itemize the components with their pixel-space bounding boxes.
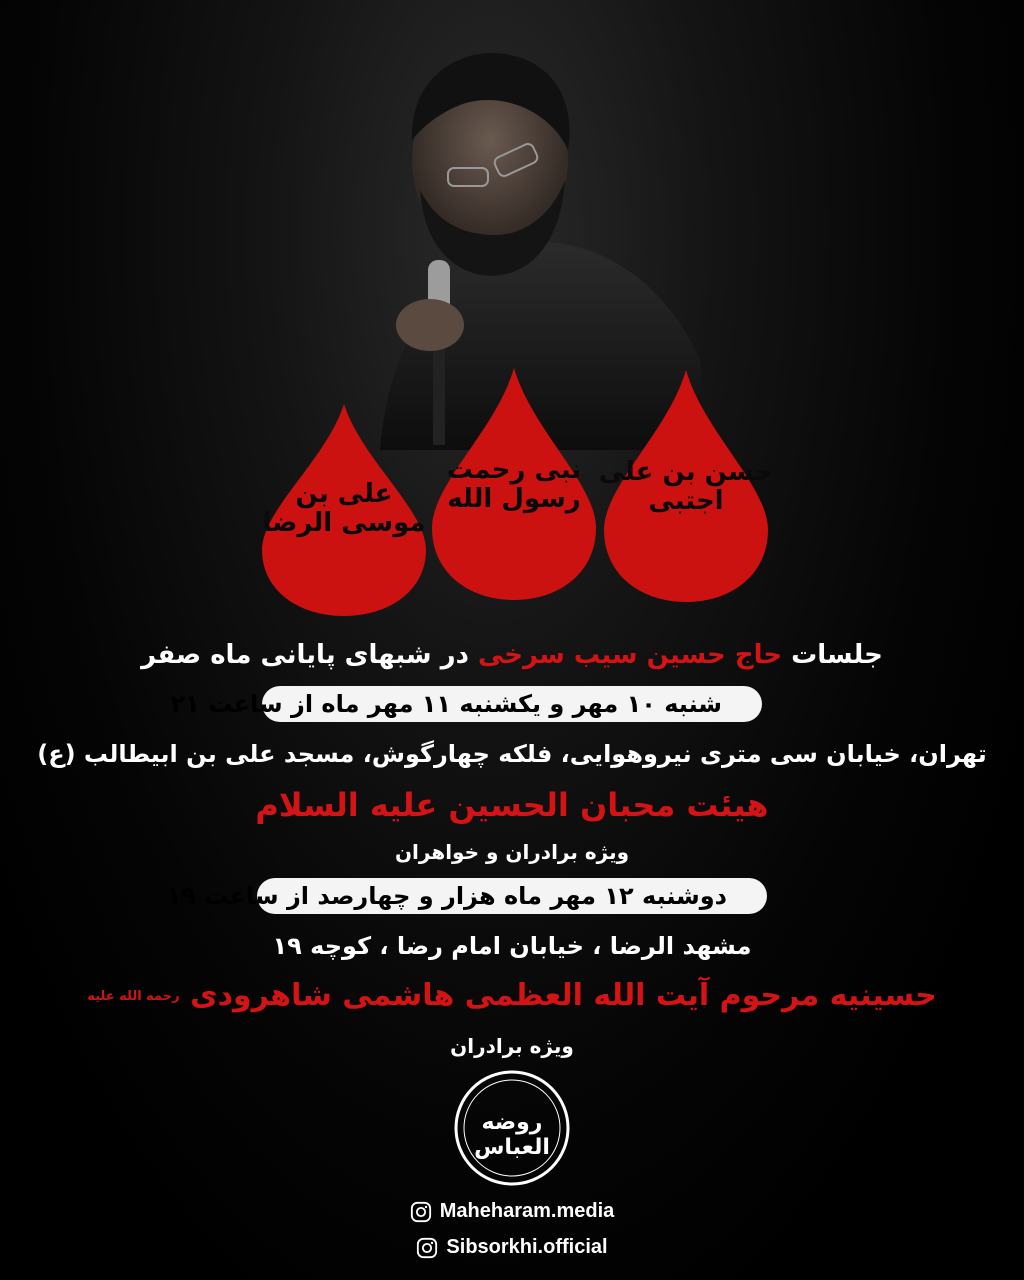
logo-text: روضه العباس [474,1110,550,1160]
intro-suffix: در شبهای پایانی ماه صفر [141,640,469,670]
session1-organization: هیئت محبان الحسین علیه السلام [255,786,769,824]
session1-date: شنبه ۱۰ مهر و یکشنبه ۱۱ مهر ماه از ساعت ۲۱ [262,686,762,722]
session2-organization: حسینیه مرحوم آیت الله العظمی هاشمی شاهرودی [190,978,937,1013]
social-row-maheharam [0,1200,1024,1223]
teardrop-prophet [426,364,602,604]
instagram-icon [416,1237,438,1259]
intro-prefix: جلسات [791,640,883,670]
social-row-sibsorkhi [0,1236,1024,1259]
performer-name: حاج حسین سیب سرخی [478,640,783,670]
teardrop-prophet-text: نبی رحمت رسول الله [446,455,582,514]
session2-organization-line [0,978,1024,1013]
session1-audience: ویژه برادران و خواهران [394,840,630,864]
teardrop-imam-reza-text: علی بن موسی الرضا [262,479,426,538]
session1-address: تهران، خیابان سی متری نیروهوایی، فلکه چهارگوش، مسجد علی بن ابیطالب (ع) [37,740,987,768]
teardrop-imam-hasan-text: حسن بن علی اجتبی [598,457,774,516]
teardrop-imam-hasan [598,366,774,606]
instagram-icon [410,1201,432,1223]
session2-audience: ویژه برادران [450,1034,574,1058]
social-handle-maheharam[interactable]: Maheharam.media [439,1200,615,1222]
calligraphy-seal-logo [452,1068,572,1188]
session2-date: دوشنبه ۱۲ مهر ماه هزار و چهارصد از ساعت ۱۹ [257,878,767,914]
session2-address: مشهد الرضا ، خیابان امام رضا ، کوچه ۱۹ [272,932,752,960]
session2-honorific: رحمه الله علیه [87,989,180,1004]
teardrop-imam-reza [256,400,432,620]
social-handle-sibsorkhi[interactable]: Sibsorkhi.official [446,1236,608,1258]
intro-line [0,640,1024,670]
